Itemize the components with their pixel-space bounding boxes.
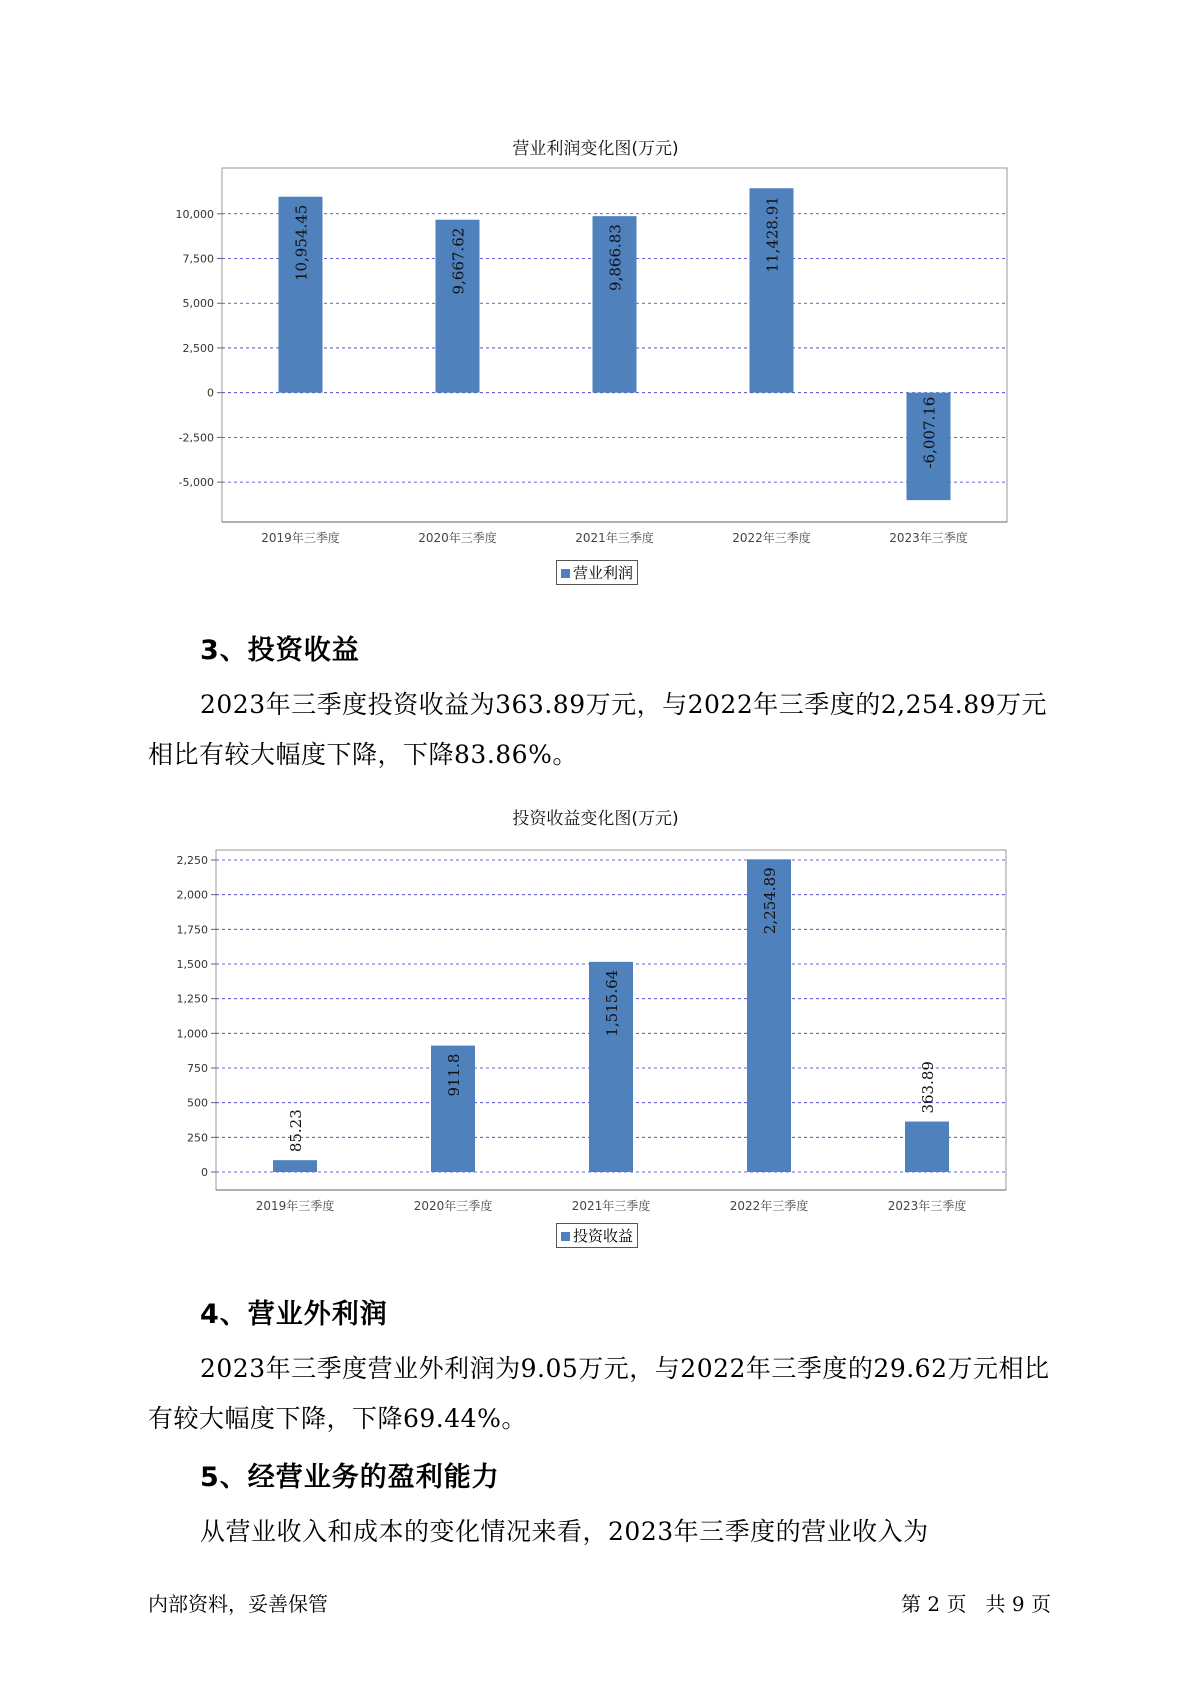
footer-page-number: 第 2 页 共 9 页	[901, 1592, 1051, 1616]
y-tick-label: 1,750	[176, 923, 208, 937]
x-tick-label: 2022年三季度	[732, 531, 811, 545]
y-tick-label: 2,000	[176, 888, 208, 902]
y-tick-label: 2,500	[182, 341, 214, 355]
section4-text: 2023年三季度营业外利润为9.05万元，与2022年三季度的29.62万元相比有较大幅度下降，下降69.44%。	[148, 1354, 1050, 1433]
section5-text: 从营业收入和成本的变化情况来看，2023年三季度的营业收入为	[200, 1517, 929, 1546]
footer-left: 内部资料，妥善保管	[148, 1592, 328, 1616]
y-tick-label: 5,000	[182, 297, 214, 311]
y-tick-label: -5,000	[178, 476, 214, 490]
chart1-title: 营业利润变化图(万元)	[512, 139, 679, 159]
data-label: 9,866.83	[606, 224, 625, 291]
x-tick-label: 2019年三季度	[261, 531, 340, 545]
chart1-legend-label: 营业利润	[573, 564, 634, 582]
y-tick-label: 2,250	[176, 854, 208, 867]
section3-text: 2023年三季度投资收益为363.89万元，与2022年三季度的2,254.89万元相比有较大幅度下降，下降83.86%。	[148, 690, 1048, 769]
y-tick-label: 1,250	[176, 992, 208, 1006]
y-tick-label: 1,500	[176, 958, 208, 971]
y-tick-label: 7,500	[182, 252, 214, 266]
y-tick-label: 10,000	[175, 207, 214, 221]
section3-paragraph	[148, 680, 1068, 780]
operating-profit-chart	[0, 170, 1191, 545]
data-label: 911.8	[445, 1053, 463, 1097]
y-tick-label: 500	[187, 1096, 208, 1110]
section5-heading: 5、经营业务的盈利能力	[200, 1462, 500, 1493]
x-tick-label: 2021年三季度	[571, 1199, 651, 1213]
x-tick-label: 2020年三季度	[413, 1199, 493, 1213]
x-tick-label: 2023年三季度	[887, 1199, 967, 1213]
legend-swatch	[561, 1232, 570, 1241]
y-tick-label: 1,000	[176, 1027, 208, 1041]
section5-paragraph	[148, 1507, 1068, 1557]
x-tick-label: 2022年三季度	[729, 1199, 809, 1213]
bar	[905, 1122, 949, 1172]
data-label: -6,007.16	[920, 396, 939, 469]
chart1-legend	[556, 560, 638, 585]
x-tick-label: 2019年三季度	[255, 1199, 335, 1213]
data-label: 85.23	[287, 1109, 305, 1153]
legend-swatch	[561, 569, 570, 578]
y-tick-label: 0	[207, 386, 214, 400]
section3-heading: 3、投资收益	[200, 635, 360, 666]
y-tick-label: 250	[187, 1131, 208, 1145]
data-label: 363.89	[919, 1061, 937, 1114]
section4-heading: 4、营业外利润	[200, 1299, 388, 1330]
chart2-legend	[556, 1223, 638, 1248]
chart2-title: 投资收益变化图(万元)	[512, 809, 679, 829]
data-label: 10,954.45	[292, 204, 311, 282]
data-label: 1,515.64	[603, 969, 621, 1037]
investment-income-chart	[0, 840, 1191, 1213]
data-label: 9,667.62	[449, 227, 468, 295]
x-tick-label: 2023年三季度	[889, 531, 968, 545]
section4-paragraph	[148, 1344, 1068, 1444]
data-label: 2,254.89	[761, 867, 779, 935]
y-tick-label: -2,500	[178, 431, 214, 445]
chart2-legend-label: 投资收益	[573, 1227, 634, 1245]
x-tick-label: 2021年三季度	[575, 531, 654, 545]
data-label: 11,428.91	[763, 196, 782, 273]
y-tick-label: 0	[201, 1166, 208, 1179]
x-tick-label: 2020年三季度	[418, 531, 497, 545]
y-tick-label: 750	[187, 1062, 208, 1075]
bar	[273, 1160, 317, 1172]
